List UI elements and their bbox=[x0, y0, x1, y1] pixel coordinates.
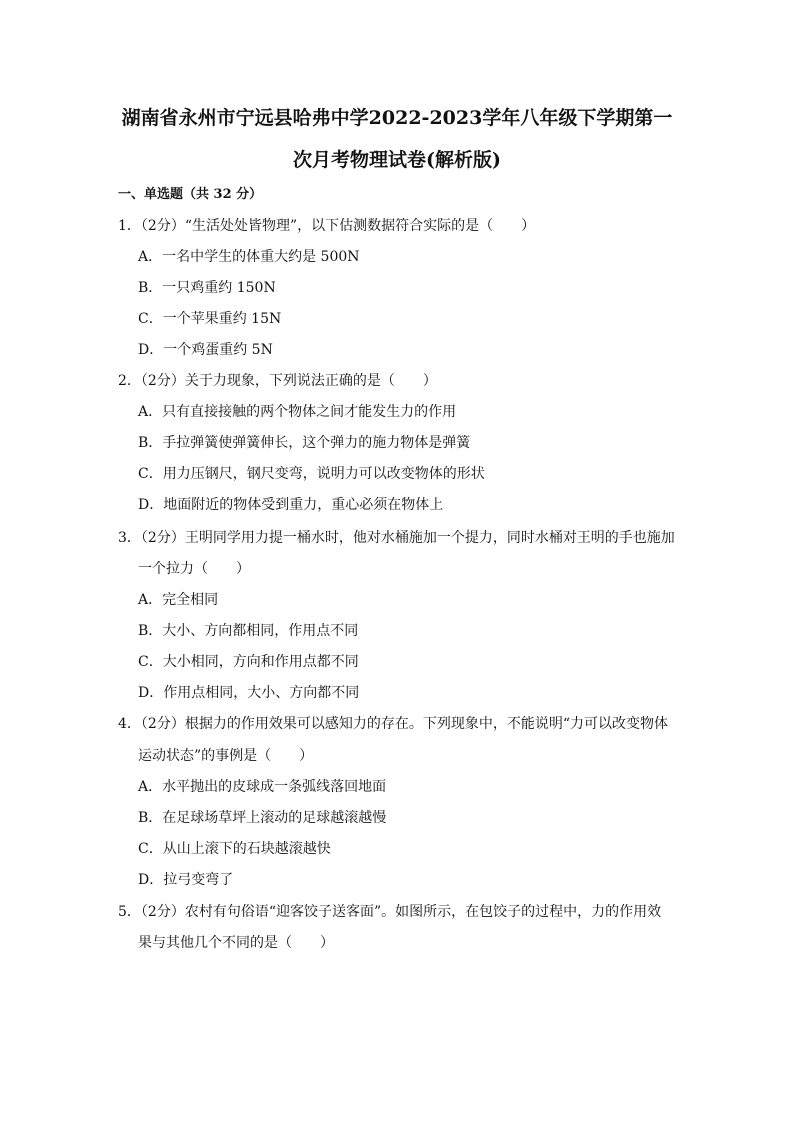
question-4-option-c: C．从山上滚下的石块越滚越快 bbox=[138, 841, 331, 857]
question-4-option-d: D．拉弓变弯了 bbox=[138, 872, 234, 888]
document-title-line-2: 次月考物理试卷(解析版) bbox=[293, 149, 501, 171]
section-heading: 一、单选题（共 32 分） bbox=[118, 187, 263, 202]
question-2-option-c: C．用力压钢尺，钢尺变弯，说明力可以改变物体的形状 bbox=[138, 466, 485, 482]
question-2-option-d: D．地面附近的物体受到重力，重心必须在物体上 bbox=[138, 497, 444, 513]
question-4-stem-line-1: 4．（2分）根据力的作用效果可以感知力的存在。下列现象中，不能说明“力可以改变物体 bbox=[118, 716, 668, 732]
question-3-option-c: C．大小相同，方向和作用点都不同 bbox=[138, 654, 359, 670]
question-1-option-d: D．一个鸡蛋重约 5N bbox=[138, 342, 273, 358]
question-1-option-b: B．一只鸡重约 150N bbox=[138, 280, 276, 296]
question-1-option-a: A．一名中学生的体重大约是 500N bbox=[138, 249, 360, 265]
question-4-option-a: A．水平抛出的皮球成一条弧线落回地面 bbox=[138, 779, 387, 795]
question-3-option-d: D．作用点相同，大小、方向都不同 bbox=[138, 685, 360, 701]
document-title-line-1: 湖南省永州市宁远县哈弗中学2022-2023学年八年级下学期第一 bbox=[121, 107, 673, 129]
question-3-stem-line-2: 一个拉力（ ） bbox=[138, 561, 250, 577]
question-5-stem-line-1: 5．（2分）农村有句俗语“迎客饺子送客面”。如图所示，在包饺子的过程中，力的作用效 bbox=[118, 904, 662, 920]
question-5-stem-line-2: 果与其他几个不同的是（ ） bbox=[138, 935, 334, 951]
question-1-stem: 1．（2分）“生活处处皆物理”，以下估测数据符合实际的是（ ） bbox=[118, 218, 536, 234]
question-4-stem-line-2: 运动状态”的事例是（ ） bbox=[138, 748, 314, 764]
question-2-option-b: B．手拉弹簧使弹簧伸长，这个弹力的施力物体是弹簧 bbox=[138, 435, 471, 451]
question-1-option-c: C．一个苹果重约 15N bbox=[138, 311, 282, 327]
question-4-option-b: B．在足球场草坪上滚动的足球越滚越慢 bbox=[138, 810, 387, 826]
question-3-stem-line-1: 3．（2分）王明同学用力提一桶水时，他对水桶施加一个提力，同时水桶对王明的手也施加 bbox=[118, 530, 675, 546]
question-3-option-a: A．完全相同 bbox=[138, 592, 219, 608]
question-2-stem: 2．（2分）关于力现象，下列说法正确的是（ ） bbox=[118, 373, 437, 389]
question-3-option-b: B．大小、方向都相同，作用点不同 bbox=[138, 623, 359, 639]
question-2-option-a: A．只有直接接触的两个物体之间才能发生力的作用 bbox=[138, 404, 457, 420]
